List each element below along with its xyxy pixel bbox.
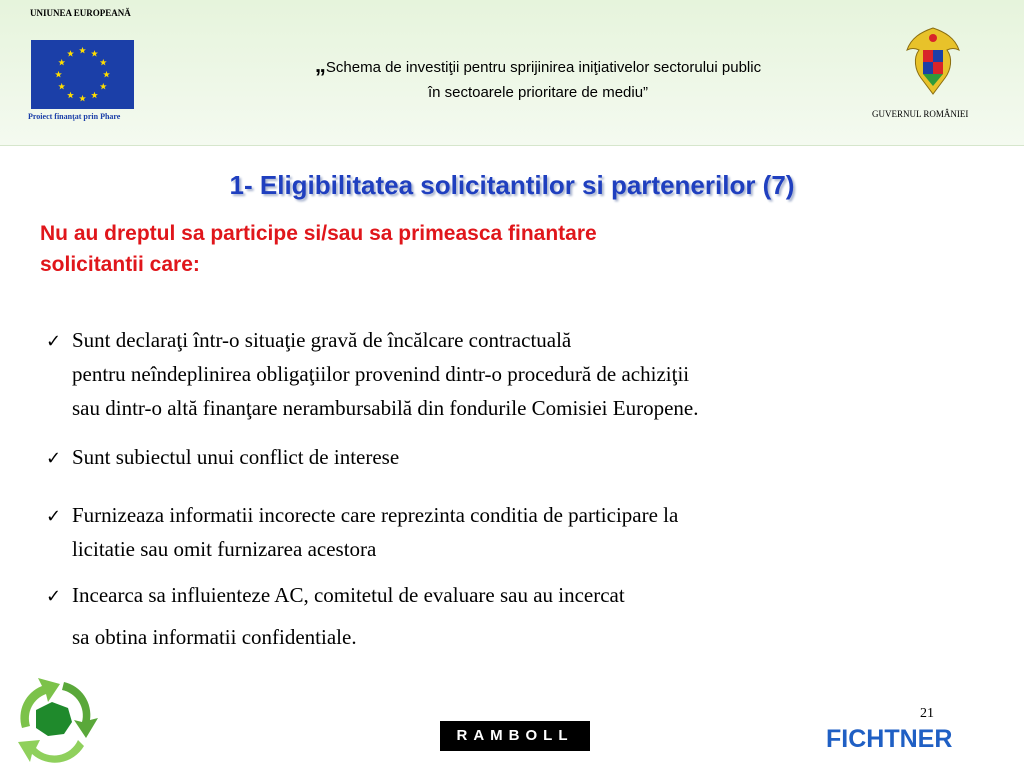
checkmark-icon: ✓	[46, 448, 62, 469]
eu-star-icon	[79, 95, 86, 102]
eu-star-icon	[79, 47, 86, 54]
eu-star-icon	[91, 92, 98, 99]
bullet-item	[46, 440, 1006, 474]
bullet-text: licitatie sau omit furnizarea acestora	[72, 537, 377, 561]
eu-star-icon	[67, 50, 74, 57]
scheme-line1: Schema de investiţii pentru sprijinirea iniţiativelor sectorului public	[325, 59, 762, 76]
eu-star-icon	[103, 71, 110, 78]
bullet-item	[46, 323, 1006, 425]
eu-star-icon	[58, 59, 65, 66]
bullet-text: Sunt declaraţi într-o situaţie gravă de încălcare contractuală	[72, 328, 572, 352]
bullet-text: sau dintr-o altă finanţare nerambursabilă din fondurile Comisiei Europene.	[72, 396, 699, 420]
eu-stars	[31, 40, 134, 109]
gov-caption: GUVERNUL ROMÂNIEI	[872, 109, 969, 119]
eu-star-icon	[100, 83, 107, 90]
bullet-item	[46, 498, 1006, 566]
eu-caption: Proiect finanţat prin Phare	[28, 112, 121, 121]
bullet-text: Furnizeaza informatii incorecte care reprezinta conditia de participare la	[72, 503, 679, 527]
bullet-item	[46, 578, 1006, 654]
slide-title: 1- Eligibilitatea solicitantilor si partenerilor (7)	[229, 170, 795, 200]
page-number: 21	[920, 706, 934, 721]
eu-flag-icon	[31, 40, 134, 109]
eu-star-icon	[67, 92, 74, 99]
bullet-text: Sunt subiectul unui conflict de interese	[72, 445, 400, 469]
bullet-text: Incearca sa influienteze AC, comitetul de evaluare sau au incercat	[72, 583, 625, 607]
ramboll-logo: RAMBOLL	[440, 721, 590, 751]
bullet-text: sa obtina informatii confidentiale.	[72, 625, 357, 649]
romanian-coat-of-arms-icon	[903, 24, 963, 100]
eu-star-icon	[100, 59, 107, 66]
eu-star-icon	[58, 83, 65, 90]
checkmark-icon: ✓	[46, 506, 62, 527]
eu-label: UNIUNEA EUROPEANĂ	[30, 8, 131, 18]
slide-header	[0, 0, 1024, 146]
subtitle-line2: solicitantii care:	[40, 253, 200, 276]
checkmark-icon: ✓	[46, 331, 62, 352]
recycling-romania-map-icon	[2, 668, 102, 768]
eu-star-icon	[91, 50, 98, 57]
subtitle-line1: Nu au dreptul sa participe si/sau sa primeasca finantare	[40, 222, 597, 245]
scheme-quote-open: „	[314, 52, 326, 77]
scheme-title	[198, 52, 878, 105]
slide-subtitle	[40, 218, 840, 280]
fichtner-logo: FICHTNER	[826, 725, 953, 753]
scheme-line2: în sectoarele prioritare de mediu”	[427, 84, 649, 101]
bullet-text: pentru neîndeplinirea obligaţiilor provenind dintr-o procedură de achiziţii	[72, 362, 690, 386]
checkmark-icon: ✓	[46, 586, 62, 607]
eu-star-icon	[55, 71, 62, 78]
